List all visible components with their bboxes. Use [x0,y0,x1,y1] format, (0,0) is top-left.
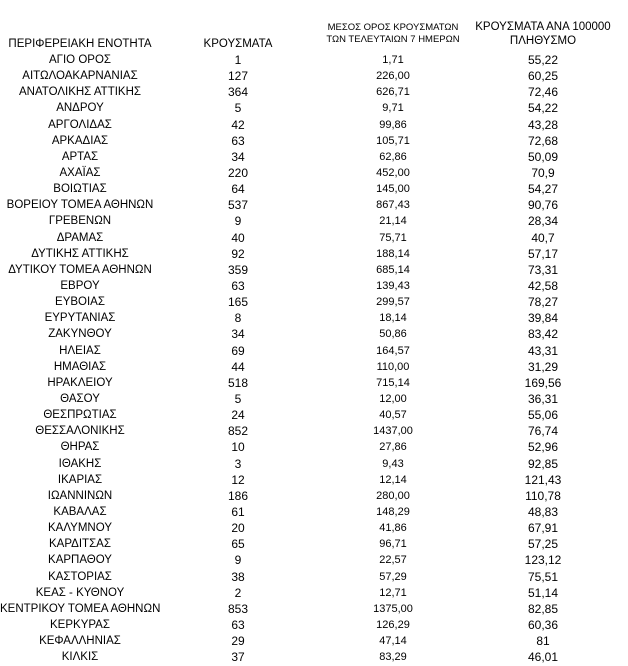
cases-cell: 65 [231,537,245,552]
region-cell: ΚΕΑΣ - ΚΥΘΝΟΥ [35,586,125,599]
table-row [0,536,628,552]
cases-cell: 69 [231,343,245,358]
cases-cell: 853 [227,601,249,616]
table-row [0,230,628,246]
per-capita-cell: 73,31 [527,262,559,277]
seven-day-average-cell: 1,71 [382,54,404,66]
table-row [0,569,628,585]
header-average-line-2: ΤΩΝ ΤΕΛΕΥΤΑΙΩΝ 7 ΗΜΕΡΩΝ [326,34,460,45]
cases-cell: 220 [227,165,249,180]
region-cell: ΕΥΒΟΙΑΣ [55,296,105,309]
seven-day-average-cell: 626,71 [376,86,410,99]
seven-day-average-cell: 139,43 [376,279,410,292]
header-average-line-1: ΜΕΣΟΣ ΟΡΟΣ ΚΡΟΥΣΜΑΤΩΝ [327,22,459,33]
table-row [0,585,628,601]
seven-day-average-cell: 12,71 [379,586,407,599]
region-cell: ΑΝΑΤΟΛΙΚΗΣ ΑΤΤΙΚΗΣ [18,86,141,99]
cases-cell: 64 [231,182,245,197]
table-row [0,197,628,213]
seven-day-average-cell: 83,29 [379,651,407,664]
per-capita-cell: 92,85 [527,456,559,471]
cases-cell: 10 [231,440,245,455]
table-row [0,407,628,423]
per-capita-cell: 28,34 [527,214,559,229]
per-capita-cell: 57,17 [527,246,559,261]
region-cell: ΑΡΤΑΣ [61,150,99,163]
table-row [0,552,628,568]
seven-day-average-cell: 75,71 [379,231,407,244]
region-cell: ΗΡΑΚΛΕΙΟΥ [47,376,113,389]
seven-day-average-cell: 27,86 [379,441,407,454]
per-capita-cell: 72,68 [527,133,559,148]
cases-cell: 63 [231,278,245,293]
cases-cell: 5 [234,391,242,406]
table-row [0,84,628,100]
cases-cell: 518 [227,375,249,390]
seven-day-average-cell: 145,00 [376,183,410,196]
table-row [0,246,628,262]
header-per-capita-line-1: ΚΡΟΥΣΜΑΤΑ ΑΝΑ 100000 [475,21,611,33]
cases-cell: 34 [231,149,245,164]
table-row [0,52,628,68]
cases-cell: 537 [227,198,249,213]
table-row [0,649,628,665]
header-per-capita-line-2: ΠΛΗΘΥΣΜΟ [509,35,577,47]
seven-day-average-cell: 148,29 [376,505,410,518]
cases-cell: 20 [231,521,245,536]
region-cell: ΘΗΡΑΣ [60,441,100,454]
table-row [0,117,628,133]
per-capita-cell: 43,31 [527,343,559,358]
seven-day-average-cell: 1437,00 [373,425,413,438]
seven-day-average-cell: 226,00 [376,70,410,83]
region-cell: ΚΕΦΑΛΛΗΝΙΑΣ [39,635,121,648]
cases-cell: 3 [234,456,242,471]
per-capita-cell: 52,96 [527,440,559,455]
per-capita-cell: 60,25 [527,69,559,84]
per-capita-cell: 76,74 [527,424,559,439]
region-cell: ΚΑΒΑΛΑΣ [53,505,107,518]
region-cell: ΙΘΑΚΗΣ [58,457,102,470]
region-cell: ΘΑΣΟΥ [60,392,100,405]
table-row [0,472,628,488]
region-cell: ΚΕΡΚΥΡΑΣ [50,618,110,631]
table-row [0,343,628,359]
seven-day-average-cell: 110,00 [376,360,410,373]
cases-cell: 2 [234,585,242,600]
per-capita-cell: 60,36 [527,617,559,632]
seven-day-average-cell: 47,14 [379,635,407,648]
cases-cell: 29 [231,634,245,649]
cases-cell: 38 [231,569,245,584]
region-cell: ΑΙΤΩΛΟΑΚΑΡΝΑΝΙΑΣ [22,70,138,83]
region-cell: ΓΡΕΒΕΝΩΝ [48,215,112,228]
region-cell: ΙΩΑΝΝΙΝΩΝ [47,489,113,502]
per-capita-cell: 123,12 [524,553,562,568]
table-row [0,262,628,278]
region-cell: ΔΡΑΜΑΣ [56,231,104,244]
per-capita-cell: 67,91 [527,521,559,536]
seven-day-average-cell: 715,14 [376,376,410,389]
seven-day-average-cell: 22,57 [379,554,407,567]
per-capita-cell: 169,56 [524,375,562,390]
region-cell: ΑΡΚΑΔΙΑΣ [51,134,109,147]
region-cell: ΕΒΡΟΥ [60,279,100,292]
cases-cell: 186 [227,488,249,503]
region-cell: ΚΑΛΥΜΝΟΥ [48,522,112,535]
table-row [0,294,628,310]
per-capita-cell: 55,22 [527,53,559,67]
per-capita-cell: 78,27 [527,295,559,310]
seven-day-average-cell: 21,14 [379,215,407,228]
region-cell: ΚΙΛΚΙΣ [61,651,99,664]
table-row [0,375,628,391]
seven-day-average-cell: 9,43 [382,457,404,470]
seven-day-average-cell: 105,71 [376,134,410,147]
table-row [0,133,628,149]
seven-day-average-cell: 164,57 [376,344,410,357]
table-row [0,149,628,165]
cases-cell: 9 [234,553,242,568]
table-row [0,68,628,84]
region-cell: ΗΛΕΙΑΣ [59,344,101,357]
header-cases: ΚΡΟΥΣΜΑΤΑ [203,38,273,50]
table-body [0,52,628,665]
per-capita-cell: 57,25 [527,537,559,552]
region-cell: ΗΜΑΘΙΑΣ [53,360,107,373]
region-cell: ΘΕΣΠΡΩΤΙΑΣ [43,409,117,422]
region-cell: ΒΟΙΩΤΙΑΣ [53,183,107,196]
table-row [0,391,628,407]
per-capita-cell: 81 [536,634,550,649]
table-row [0,213,628,229]
region-cell: ΚΕΝΤΡΙΚΟΥ ΤΟΜΕΑ ΑΘΗΝΩΝ [0,602,161,615]
seven-day-average-cell: 18,14 [379,312,407,325]
per-capita-cell: 51,14 [527,585,559,600]
cases-cell: 92 [231,246,245,261]
cases-cell: 165 [227,295,249,310]
region-cell: ΕΥΡΥΤΑΝΙΑΣ [44,312,116,325]
seven-day-average-cell: 685,14 [376,263,410,276]
cases-cell: 127 [227,69,249,84]
header-seven-day-average [318,22,468,46]
seven-day-average-cell: 452,00 [376,166,410,179]
region-cell: ΙΚΑΡΙΑΣ [57,473,103,486]
cases-cell: 37 [231,650,245,665]
seven-day-average-cell: 62,86 [379,150,407,163]
per-capita-cell: 82,85 [527,601,559,616]
cases-cell: 1 [234,53,242,67]
cases-cell: 40 [231,230,245,245]
per-capita-cell: 42,58 [527,278,559,293]
region-cell: ΔΥΤΙΚΗΣ ΑΤΤΙΚΗΣ [31,247,129,260]
cases-cell: 5 [234,101,242,116]
table-row [0,520,628,536]
seven-day-average-cell: 12,00 [379,392,407,405]
per-capita-cell: 75,51 [527,569,559,584]
per-capita-cell: 40,7 [531,230,555,245]
region-cell: ΑΝΔΡΟΥ [56,102,104,115]
table-row [0,504,628,520]
cases-cell: 852 [227,424,249,439]
seven-day-average-cell: 99,86 [379,118,407,131]
seven-day-average-cell: 867,43 [376,199,410,212]
table-row [0,165,628,181]
seven-day-average-cell: 96,71 [379,538,407,551]
cases-cell: 63 [231,617,245,632]
per-capita-cell: 36,31 [527,391,559,406]
per-capita-cell: 48,83 [527,504,559,519]
cases-cell: 12 [231,472,245,487]
table-row [0,326,628,342]
region-cell: ΑΓΙΟ ΟΡΟΣ [48,54,111,66]
table-row [0,423,628,439]
table-row [0,359,628,375]
table-row [0,601,628,617]
region-cell: ΔΥΤΙΚΟΥ ΤΟΜΕΑ ΑΘΗΝΩΝ [8,263,152,276]
cases-cell: 61 [231,504,245,519]
seven-day-average-cell: 9,71 [382,102,404,115]
seven-day-average-cell: 1375,00 [373,602,413,615]
seven-day-average-cell: 57,29 [379,570,407,583]
per-capita-cell: 54,27 [527,182,559,197]
table-row [0,456,628,472]
region-cell: ΑΧΑΪΑΣ [59,166,101,179]
per-capita-cell: 43,28 [527,117,559,132]
region-cell: ΚΑΡΠΑΘΟΥ [48,554,112,567]
per-capita-cell: 72,46 [527,85,559,100]
header-region: ΠΕΡΙΦΕΡΕΙΑΚΗ ΕΝΟΤΗΤΑ [8,38,152,50]
seven-day-average-cell: 126,29 [376,618,410,631]
cases-cell: 24 [231,408,245,423]
table-row [0,310,628,326]
per-capita-cell: 50,09 [527,149,559,164]
region-cell: ΚΑΣΤΟΡΙΑΣ [48,570,112,583]
table-row [0,181,628,197]
cases-cell: 364 [227,85,249,100]
cases-cell: 9 [234,214,242,229]
seven-day-average-cell: 12,14 [379,473,407,486]
cases-cell: 63 [231,133,245,148]
per-capita-cell: 70,9 [531,165,555,180]
seven-day-average-cell: 280,00 [376,489,410,502]
region-cell: ΚΑΡΔΙΤΣΑΣ [49,538,111,551]
cases-cell: 34 [231,327,245,342]
seven-day-average-cell: 299,57 [376,296,410,309]
header-cases-per-100000 [470,20,616,48]
seven-day-average-cell: 50,86 [379,328,407,341]
seven-day-average-cell: 40,57 [379,409,407,422]
region-cell: ΖΑΚΥΝΘΟΥ [48,328,112,341]
table-row [0,617,628,633]
region-cell: ΘΕΣΣΑΛΟΝΙΚΗΣ [35,425,125,438]
per-capita-cell: 46,01 [527,650,559,665]
cases-cell: 44 [231,359,245,374]
per-capita-cell: 31,29 [527,359,559,374]
per-capita-cell: 55,06 [527,408,559,423]
cases-cell: 42 [231,117,245,132]
region-cell: ΒΟΡΕΙΟΥ ΤΟΜΕΑ ΑΘΗΝΩΝ [6,199,154,212]
per-capita-cell: 90,76 [527,198,559,213]
cases-cell: 359 [227,262,249,277]
per-capita-cell: 110,78 [525,488,561,503]
cases-cell: 8 [234,311,242,326]
seven-day-average-cell: 41,86 [379,522,407,535]
per-capita-cell: 121,43 [524,472,562,487]
per-capita-cell: 83,42 [527,327,559,342]
table-row [0,278,628,294]
table-row [0,633,628,649]
table-row [0,439,628,455]
seven-day-average-cell: 188,14 [376,247,410,260]
table-row [0,100,628,116]
per-capita-cell: 54,22 [527,101,559,116]
table-header [0,0,628,52]
per-capita-cell: 39,84 [527,311,559,326]
table-row [0,488,628,504]
region-cell: ΑΡΓΟΛΙΔΑΣ [48,118,112,131]
